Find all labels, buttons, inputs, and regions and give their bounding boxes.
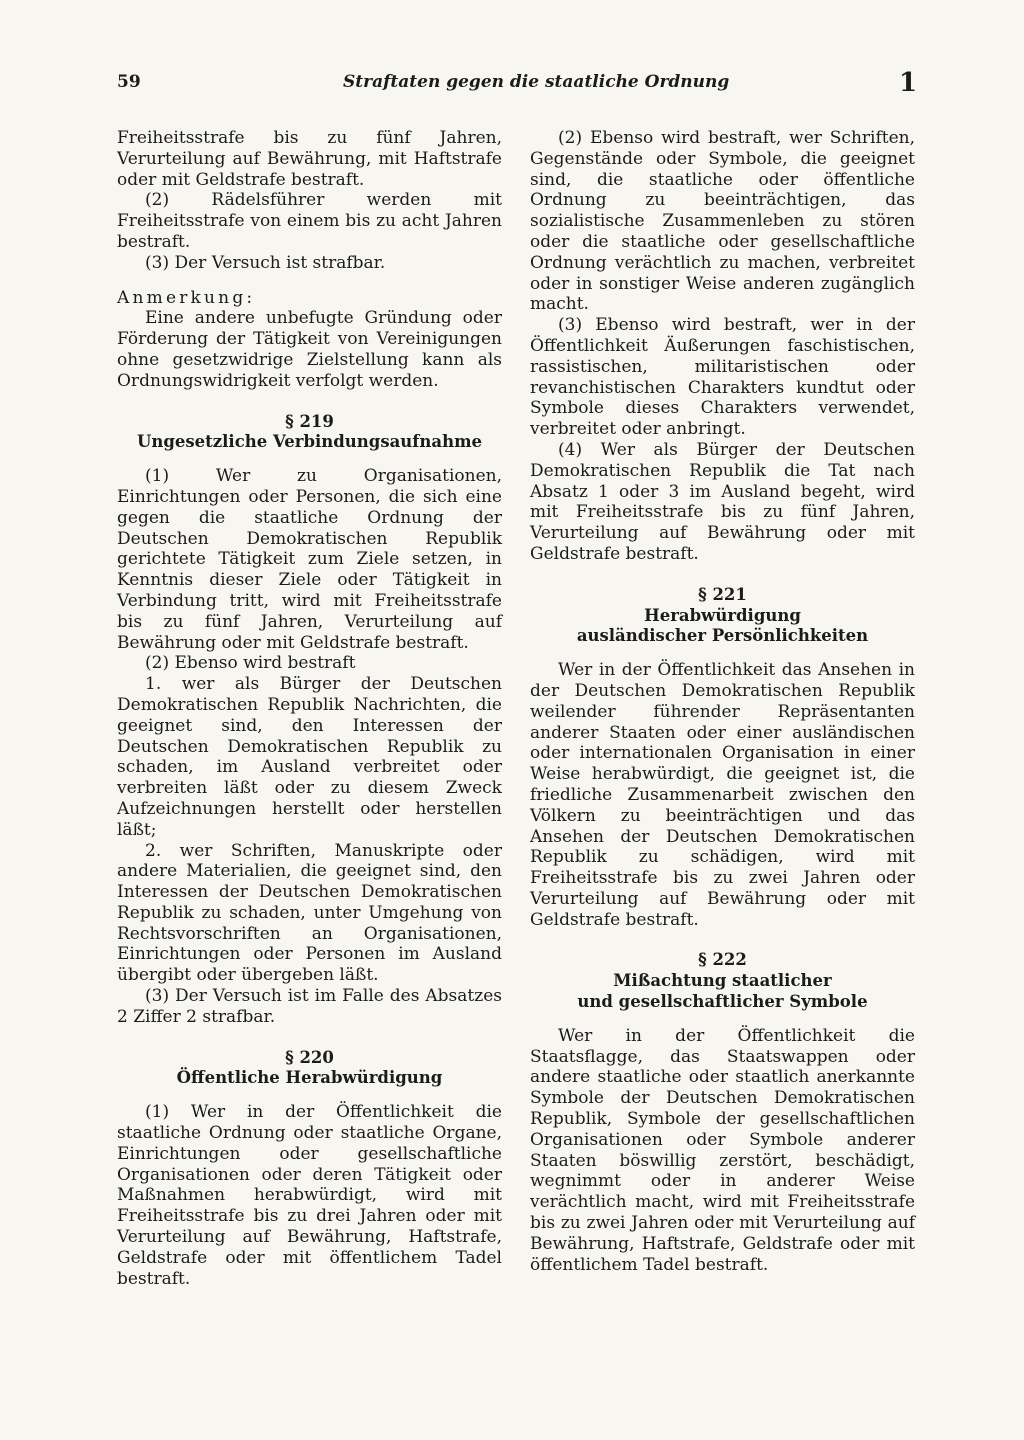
paragraph: Wer in der Öffentlichkeit die Staatsflagge, das Staatswappen oder andere staatliche oder staatlich anerkannte Symbole der Deutschen Demokratischen Republik, Symbole der gesellschaftlichen Organisationen oder Symbole anderer Staaten böswillig zerstört, beschädigt, wegnimmt oder in anderer Weise verächtlich macht, wird mit Freiheitsstrafe bis zu zwei Jahren oder mit Verurteilung auf Bewährung, Haftstrafe, Geldstrafe oder mit öffentlichem Tadel bestraft. [530,1025,915,1275]
paragraph: (1) Wer in der Öffentlichkeit die staatliche Ordnung oder staatliche Organe, Einrichtungen oder gesellschaftliche Organisationen oder deren Tätigkeit oder Maßnahmen herabwürdigt, wird mit Freiheitsstrafe bis zu drei Jahren oder mit Verurteilung auf Bewährung, Haftstrafe, Geldstrafe oder mit öffentlichem Tadel bestraft. [117,1102,502,1289]
section-title: Herabwürdigung [644,605,801,625]
paragraph: (2) Ebenso wird bestraft [145,653,356,674]
right-column [530,128,915,1275]
section-title: und gesellschaftlicher Symbole [577,992,868,1012]
paragraph: (3) Der Versuch ist strafbar. [145,252,386,273]
paragraph: (3) Der Versuch ist im Falle des Absatzes 2 Ziffer 2 strafbar. [117,986,502,1027]
section-number: § 219 [285,411,334,431]
section-number: § 220 [285,1047,334,1067]
paragraph: (2) Rädelsführer werden mit Freiheitsstrafe von einem bis zu acht Jahren bestraft. [117,190,502,252]
section-title: Mißachtung staatlicher [613,971,832,991]
section-title: Öffentliche Herabwürdigung [176,1068,443,1088]
running-title: Straftaten gegen die staatliche Ordnung [343,72,730,92]
section-title: ausländischer Persönlichkeiten [576,626,869,646]
paragraph: (2) Ebenso wird bestraft, wer Schriften, Gegenstände oder Symbole, die geeignet sind, die staatliche oder öffentliche Ordnung zu beeinträchtigen, das sozialistische Zusammenleben zu stören oder die staatliche oder gesellschaftliche Ordnung verächtlich zu machen, verbreitet oder in sonstiger Weise anderen zugänglich macht. [530,128,915,315]
note-label: Anmerkung: [117,287,256,308]
paragraph: (3) Ebenso wird bestraft, wer in der Öffentlichkeit Äußerungen faschistischen, rassistischen, militaristischen oder revanchistischen Charakters kundtut oder Symbole dieses Charakters verwendet, verbreitet oder anbringt. [530,315,915,440]
paragraph: (4) Wer als Bürger der Deutschen Demokratischen Republik die Tat nach Absatz 1 oder 3 im Ausland begeht, wird mit Freiheitsstrafe bis zu fünf Jahren, Verurteilung auf Bewährung oder mit Geldstrafe bestraft. [530,439,915,564]
section-number: § 222 [698,950,747,970]
paragraph: Wer in der Öffentlichkeit das Ansehen in der Deutschen Demokratischen Republik weilender führender Repräsentanten anderer Staaten oder einer ausländischen oder internationalen Organisation in einer Weise herabwürdigt, die geeignet ist, die friedliche Zusammenarbeit zwischen den Völkern zu beeinträchtigen und das Ansehen der Deutschen Demokratischen Republik zu schädigen, wird mit Freiheitsstrafe bis zu zwei Jahren oder Verurteilung auf Bewährung oder mit Geldstrafe bestraft. [530,660,915,930]
list-item: 1. wer als Bürger der Deutschen Demokratischen Republik Nachrichten, die geeignet sind, den Interessen der Deutschen Demokratischen Republik zu schaden, im Ausland verbreitet oder verbreiten läßt oder zu diesem Zweck Aufzeichnungen herstellt oder herstellen läßt; [117,674,502,840]
chapter-number: 1 [899,68,918,98]
page-number: 59 [117,72,141,92]
section-title: Ungesetzliche Verbindungsaufnahme [136,432,483,452]
paragraph: Freiheitsstrafe bis zu fünf Jahren, Verurteilung auf Bewährung, mit Haftstrafe oder mit Geldstrafe bestraft. [117,128,502,190]
left-column [117,128,502,1289]
note-text: Eine andere unbefugte Gründung oder Förderung der Tätigkeit von Vereinigungen ohne gesetzwidrige Zielstellung kann als Ordnungswidrigkeit verfolgt werden. [117,308,502,391]
section-number: § 221 [698,584,747,604]
paragraph: (1) Wer zu Organisationen, Einrichtungen oder Personen, die sich eine gegen die staatliche Ordnung der Deutschen Demokratischen Republik gerichtete Tätigkeit zum Ziele setzen, in Kenntnis dieser Ziele oder Tätigkeit in Verbindung tritt, wird mit Freiheitsstrafe bis zu fünf Jahren, Verurteilung auf Bewährung oder mit Geldstrafe bestraft. [117,466,502,653]
list-item: 2. wer Schriften, Manuskripte oder andere Materialien, die geeignet sind, den Interessen der Deutschen Demokratischen Republik zu schaden, unter Umgehung von Rechtsvorschriften an Organisationen, Einrichtungen oder Personen im Ausland übergibt oder übergeben läßt. [117,840,502,986]
